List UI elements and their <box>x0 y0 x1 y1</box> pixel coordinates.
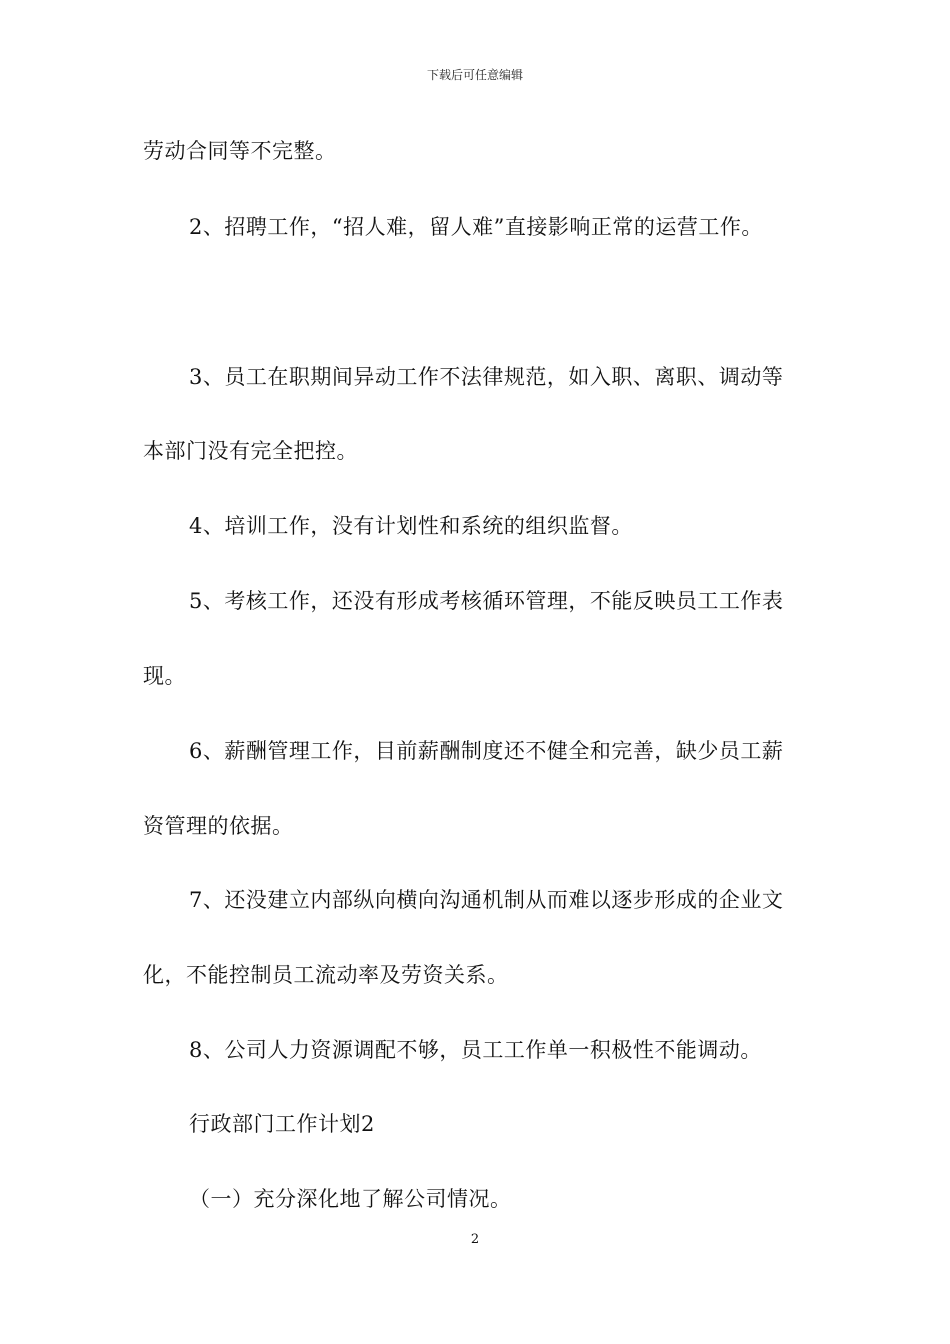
text-line: 7、还没建立内部纵向横向沟通机制从而难以逐步形成的企业文 <box>189 888 784 912</box>
text-line: 2、招聘工作，“招人难，留人难”直接影响正常的运营工作。 <box>189 215 763 239</box>
text-line: 8、公司人力资源调配不够，员工工作单一积极性不能调动。 <box>189 1038 762 1062</box>
text-line: 资管理的依据。 <box>143 814 294 838</box>
page-number: 2 <box>470 1232 480 1247</box>
text-line: 本部门没有完全把控。 <box>143 439 358 463</box>
text-line: 劳动合同等不完整。 <box>143 139 337 163</box>
text-line: 化，不能控制员工流动率及劳资关系。 <box>143 963 509 987</box>
text-line: 3、员工在职期间异动工作不法律规范，如入职、离职、调动等 <box>189 365 784 389</box>
page-header: 下载后可任意编辑 <box>426 68 523 82</box>
section-heading: 行政部门工作计划2 <box>189 1112 375 1136</box>
text-line: （一）充分深化地了解公司情况。 <box>189 1187 512 1211</box>
text-line: 5、考核工作，还没有形成考核循环管理，不能反映员工工作表 <box>189 589 784 613</box>
text-line: 6、薪酬管理工作，目前薪酬制度还不健全和完善，缺少员工薪 <box>189 739 784 763</box>
text-line: 4、培训工作，没有计划性和系统的组织监督。 <box>189 514 633 538</box>
text-line: 现。 <box>143 664 186 688</box>
